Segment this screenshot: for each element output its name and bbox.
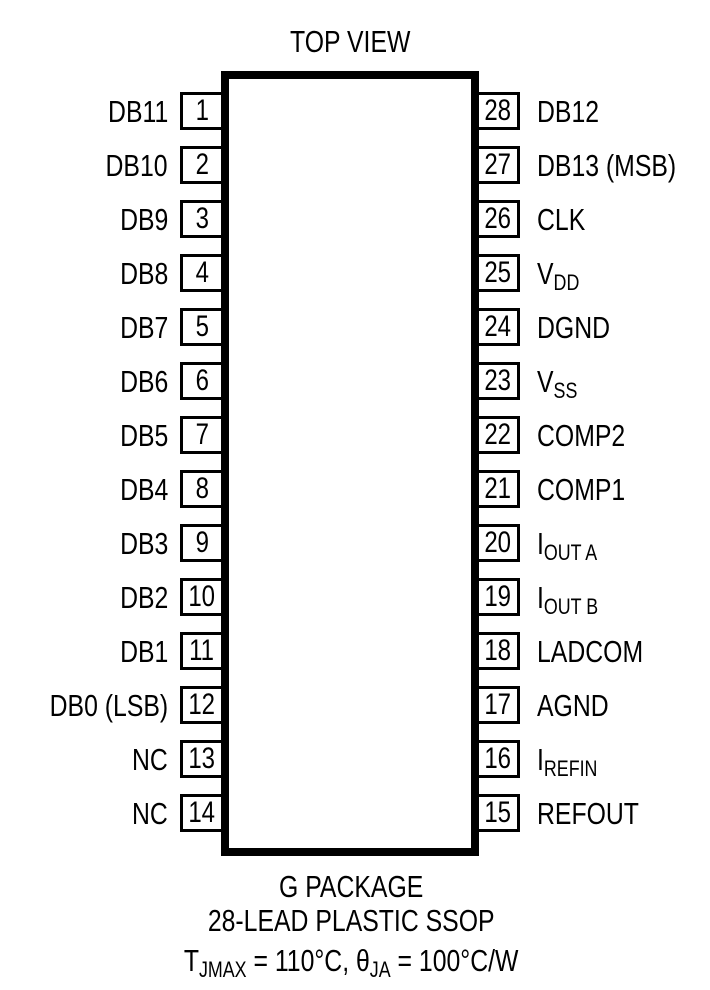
pin-number: 3	[195, 202, 209, 235]
package-footer	[0, 869, 702, 983]
pin-label-main: DB10	[105, 147, 168, 183]
pin-label	[119, 579, 168, 615]
pin-label	[107, 93, 168, 129]
thermal-theta-subscript: JA	[369, 957, 391, 983]
pin-box	[180, 632, 224, 670]
pin-box	[180, 200, 224, 238]
pin-box	[476, 362, 520, 400]
pin-number: 2	[195, 148, 209, 181]
pin-label-main: NC	[132, 741, 168, 777]
pin-row	[476, 740, 710, 781]
pin-row	[0, 794, 224, 832]
pin-label	[537, 363, 578, 403]
pin-label-main: DB8	[119, 255, 168, 291]
pin-number: 7	[195, 418, 209, 451]
pin-number: 15	[484, 796, 512, 829]
pin-box	[180, 686, 224, 724]
pin-label-main: DB0 (LSB)	[49, 687, 168, 723]
pin-label-main: REFOUT	[537, 795, 639, 831]
pin-label	[132, 795, 168, 831]
pin-number: 17	[484, 688, 512, 721]
package-type-line	[0, 904, 702, 938]
top-view-title	[221, 24, 479, 58]
pin-box	[180, 794, 224, 832]
pin-row	[0, 578, 224, 616]
pin-number: 1	[195, 94, 209, 127]
pin-label	[119, 201, 168, 237]
pin-row	[0, 92, 224, 130]
pin-number: 10	[188, 580, 216, 613]
package-body	[221, 71, 479, 856]
pin-row	[476, 686, 710, 724]
pin-number: 28	[484, 94, 512, 127]
pin-box	[476, 686, 520, 724]
pin-number: 19	[484, 580, 512, 613]
pin-label-main: DB6	[119, 363, 168, 399]
pin-label	[537, 687, 609, 723]
pin-box	[180, 524, 224, 562]
pin-number: 13	[188, 742, 216, 775]
pin-number: 18	[484, 634, 512, 667]
pin-number: 14	[188, 796, 216, 829]
pin-number: 25	[484, 256, 512, 289]
pin-row	[0, 524, 224, 562]
pin-number: 22	[484, 418, 512, 451]
pin-label-sub: SS	[553, 377, 578, 403]
pin-label	[537, 417, 626, 453]
pin-label-main: I	[537, 579, 544, 615]
pin-label-main: COMP1	[537, 471, 626, 507]
pin-box	[476, 200, 520, 238]
pin-label-main: LADCOM	[537, 633, 644, 669]
pin-row	[0, 740, 224, 778]
pin-row	[0, 254, 224, 292]
pin-label	[537, 633, 644, 669]
pin-box	[476, 308, 520, 346]
pin-box	[476, 794, 520, 832]
pin-label	[537, 255, 580, 295]
pin-label	[119, 471, 168, 507]
pin-label	[119, 255, 168, 291]
pin-box	[180, 92, 224, 130]
thermal-tjmax-value: = 110°C, θ	[246, 943, 370, 978]
pin-number: 9	[195, 526, 209, 559]
pin-label-main: DB4	[119, 471, 168, 507]
pin-label-main: DB7	[119, 309, 168, 345]
pin-number: 11	[189, 634, 215, 667]
pin-row	[476, 524, 710, 565]
pin-label-sub: REFIN	[543, 755, 598, 781]
pin-box	[180, 146, 224, 184]
pin-label-main: V	[537, 363, 554, 399]
pin-label	[537, 525, 598, 565]
pin-number: 27	[484, 148, 512, 181]
pin-row	[0, 632, 224, 670]
package-type: 28-LEAD PLASTIC SSOP	[207, 903, 495, 938]
pin-row	[0, 416, 224, 454]
pin-box	[476, 740, 520, 778]
pin-row	[476, 362, 710, 403]
pin-box	[180, 254, 224, 292]
pin-row	[0, 470, 224, 508]
thermal-t-symbol: T	[183, 943, 199, 978]
pin-number: 5	[195, 310, 209, 343]
thermal-t-subscript: JMAX	[198, 957, 247, 983]
pin-row	[476, 470, 710, 508]
pin-box	[476, 416, 520, 454]
pin-box	[476, 146, 520, 184]
pin-row	[0, 686, 224, 724]
pin-row	[476, 200, 710, 238]
pin-label-main: DB12	[537, 93, 600, 129]
pin-label	[537, 795, 639, 831]
pin-number: 20	[484, 526, 512, 559]
pin-label-main: V	[537, 255, 554, 291]
pin-row	[0, 362, 224, 400]
pin-label-main: COMP2	[537, 417, 626, 453]
pin-number: 12	[188, 688, 216, 721]
pin-label	[49, 687, 168, 723]
pin-label-main: CLK	[537, 201, 586, 237]
pin-number: 8	[195, 472, 209, 505]
pin-label-main: DB5	[119, 417, 168, 453]
pin-label-main: DB9	[119, 201, 168, 237]
pin-label	[119, 525, 168, 561]
pin-label	[537, 579, 599, 619]
pin-label-main: DB11	[107, 93, 168, 129]
pin-number: 4	[195, 256, 209, 289]
pin-box	[476, 470, 520, 508]
pin-box	[180, 740, 224, 778]
pin-label-main: I	[537, 525, 544, 561]
pin-row	[476, 254, 710, 295]
pin-label	[537, 93, 600, 129]
pin-number: 21	[484, 472, 512, 505]
pin-row	[0, 146, 224, 184]
pin-box	[180, 362, 224, 400]
pin-label-main: DB2	[119, 579, 168, 615]
thermal-note	[0, 943, 702, 983]
pin-box	[476, 254, 520, 292]
pin-box	[180, 308, 224, 346]
pin-row	[476, 578, 710, 619]
pin-label	[537, 741, 598, 781]
top-view-label: TOP VIEW	[289, 24, 411, 59]
pin-label-main: DB13 (MSB)	[537, 147, 677, 183]
pin-row	[476, 308, 710, 346]
pin-number: 23	[484, 364, 512, 397]
pin-row	[476, 794, 710, 832]
package-name-line	[0, 870, 702, 904]
pin-box	[180, 578, 224, 616]
pin-row	[0, 308, 224, 346]
pin-label-main: DGND	[537, 309, 611, 345]
pin-row	[476, 92, 710, 130]
pin-row	[476, 416, 710, 454]
pin-label	[119, 309, 168, 345]
pin-label-sub: OUT A	[543, 539, 598, 565]
pin-label-main: I	[537, 741, 544, 777]
pin-label-sub: DD	[553, 269, 580, 295]
package-name: G PACKAGE	[278, 869, 424, 904]
thermal-theta-value: = 100°C/W	[390, 943, 519, 978]
pin-label	[537, 471, 626, 507]
pin-number: 26	[484, 202, 512, 235]
pin-number: 16	[484, 742, 512, 775]
pin-box	[476, 632, 520, 670]
pin-label	[105, 147, 168, 183]
pin-label	[119, 363, 168, 399]
pin-row	[0, 200, 224, 238]
pin-number: 6	[195, 364, 209, 397]
pin-label	[537, 147, 677, 183]
pin-box	[476, 92, 520, 130]
pin-box	[476, 578, 520, 616]
pin-label-main: DB3	[119, 525, 168, 561]
pin-box	[180, 470, 224, 508]
pin-label-main: DB1	[119, 633, 168, 669]
pin-label	[119, 633, 168, 669]
pin-row	[476, 632, 710, 670]
pin-label	[537, 201, 586, 237]
pin-label-main: AGND	[537, 687, 609, 723]
pin-box	[476, 524, 520, 562]
pin-number: 24	[484, 310, 512, 343]
pin-label-sub: OUT B	[543, 593, 599, 619]
pin-label	[537, 309, 611, 345]
pin-row	[476, 146, 710, 184]
pin-label-main: NC	[132, 795, 168, 831]
pin-label	[132, 741, 168, 777]
pin-label	[119, 417, 168, 453]
pin-box	[180, 416, 224, 454]
